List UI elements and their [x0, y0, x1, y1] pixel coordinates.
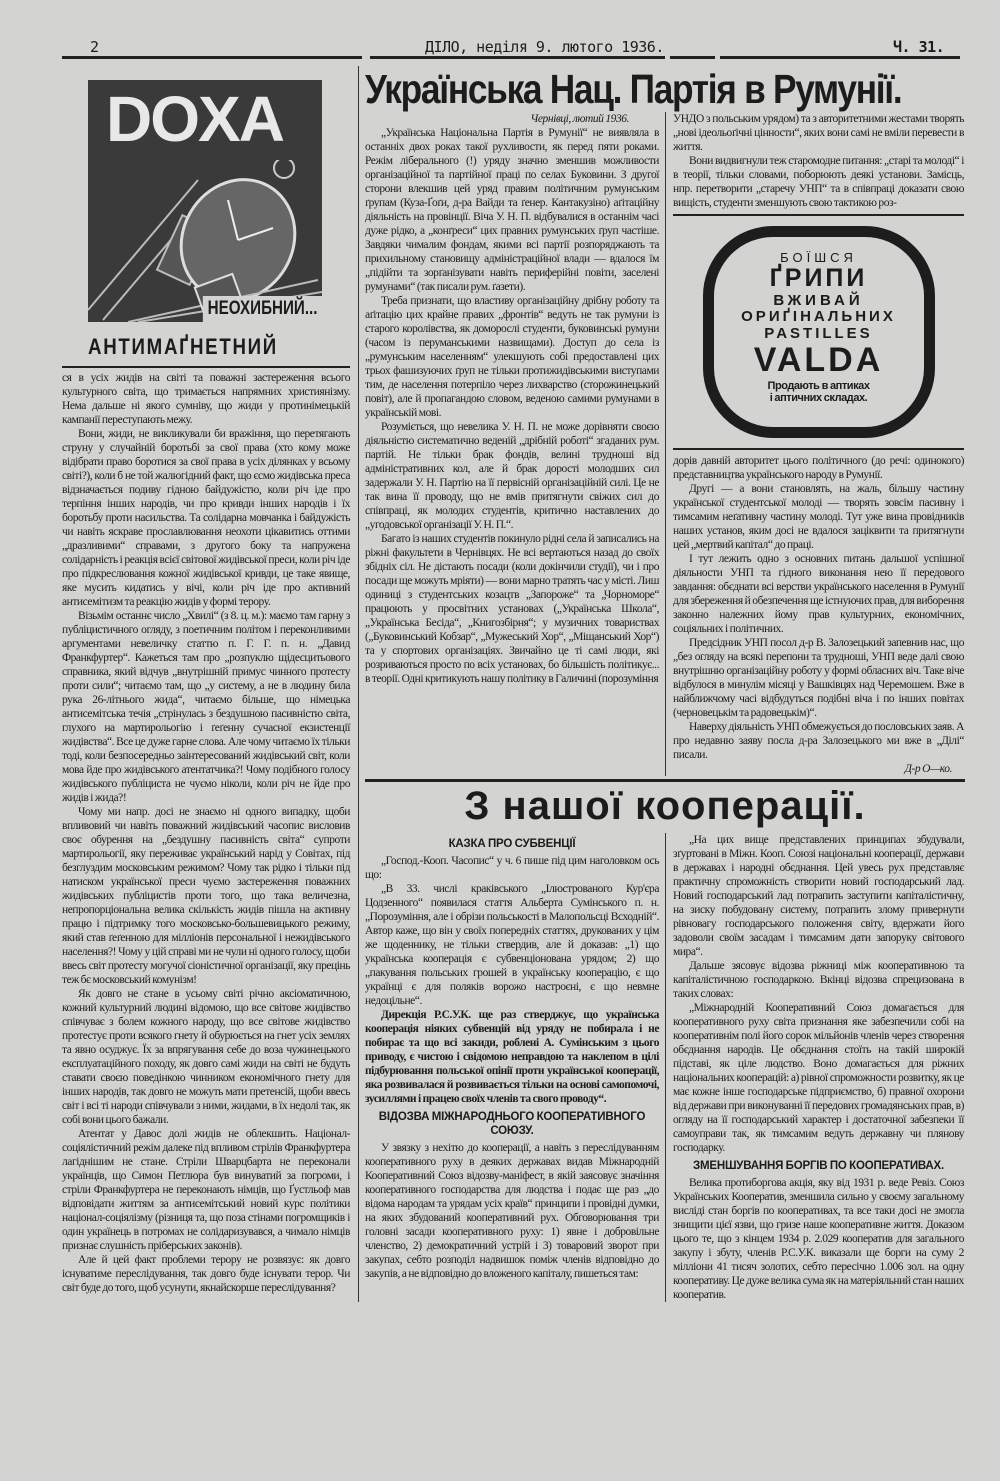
- left-column-article: [62, 371, 350, 1295]
- ad-text: і аптичних складах.: [769, 391, 868, 404]
- paragraph: І тут лежить одно з основних питань дальшої успішної діяльности УНП та гідного виконання нею її передового завдання: обєднати всі верстви українського населення в Румунії для збереження й обезпечення ще істнуючих прав, для виборення законно належних йому прав культурних, економічних, соціяльних і політичних.: [673, 553, 964, 635]
- subheading: ЗМЕНШУВАННЯ БОРГІВ ПО КООПЕРАТИВАХ.: [692, 1160, 944, 1172]
- article-title: Українська Нац. Партія в Румунії.: [365, 66, 902, 112]
- ad-text: ҐРИПИ: [769, 264, 868, 293]
- right-area: [358, 66, 965, 1302]
- paragraph: УНДО з польським урядом) та з авторитетними жестами творять „нові ідеольоґічні цінности“, яких вони самі не вміли перевести в життя.: [673, 113, 964, 153]
- header-rule: [370, 56, 665, 59]
- paragraph: Велика протиборгова акція, яку від 1931 р. веде Ревіз. Союз Українських Кооператив, зменшила сильно у своєму загальному висліді стан боргів по кооперативах, та все таки досі не змогла знищити цієї язви, що гризе наше кооперативне життя. Доказом цього те, що з кінцем 1934 р. 2.029 кооператив для загального закупу і збуту, членів Р.С.У.К. виказали ще борги на суму 2 мілліони 41 тисяч золотих, себто пересічно 1.006 зол. на одну кооперативу. Це дуже велика сума як на матеріяльний стан наших кооператив.: [673, 1177, 964, 1301]
- ad-text: ОРИҐІНАЛЬНИХ: [741, 308, 896, 326]
- paragraph: „Українська Національна Партія в Румунії“ не виявляла в останніх двох роках такої рухливости, як перед пяти роками. Режім ліберального (!) уряду значно зменшив можливости організаційної та партійної праці по селах Буковини. З другої сторони влекшив цей уряд правим політичним румунським ґрупам (Куза-Ґоґи, д-ра Вайди та ґенер. Кантакузіно) аґітаційну діяльність на провінції. Віча У. Н. П. відбувалися в останнім часі дуже рідко, а „конґреси“ цих правних румунських ґруп частіше. Завдяки чималим фондам, якими всі партії розпоряджають та прихильному становищу адміністраційної влади — вдалося їм „підійти та зорґанізувати навіть периферійні повіти, заселені румунами“ (так писали рум. ґазети).: [365, 127, 659, 293]
- ad-text: БОЇШСЯ: [780, 250, 857, 265]
- doxa-tagline-antimagnetic: АНТИМАҐНЕТНИЙ: [88, 322, 335, 364]
- paragraph: Багато із наших студентів покинуло рідні села й записались на ріжні факультети в Чернівцях. Не всі вертаються назад до своїх збідніх сіл. Не дістають посади (коли докінчили студії), чи і про посади ще можуть мріяти) — вони марно тратять час у місті. Лиш одиниці з студентських козацтв „Запороже“ та „Чорноморе“ працюють у просвітних установах („Українська Школа“, „Українська Бесіда“, „Книгозбірня“; у музичних товариствах („Буковинський Кобзар“, „Мужеський Хор“, „Міщанський Хор“) та у спортових організаціях. Звичайно це ті самі люди, які розриваються просто по всіх установах, бо більшість політикує... в теорії. Одні критикують нашу політику в Галичині (порозуміння: [365, 533, 659, 685]
- paragraph: У звязку з нехітю до кооперації, а навіть з переслідуванням кооперативного руху в деяких державах видав Міжнародній Кооперативний Союз відозву-маніфест, в якій заясовує значіння кооперативного господарства для людства і подає ще раз „до відома народам та урядам усіх країв“ принципи і провідні думки, на яких збудований кооперативний рух. Обговорювання три головні засади кооперативного руху: 1) явне і добровільне членство, 2) демократичний устрій і 3) товаровий зворот при закупах, себто розподіл надвишок поміж членів відповідно до закупів, а не відповідно до вложеного капіталу, пишеться там:: [365, 1142, 659, 1280]
- section-rule: [365, 779, 965, 782]
- doxa-advertisement: [88, 80, 322, 322]
- paragraph: Другі — а вони становлять, на жаль, більшу частину української студентської молоді — творять зовсім пасивну і тимсамим неґативну частину молоді. Тут уже вина провідників наших установ, яким досі не вдалося заціквити та притягнути цей „мертвий капітал“ до праці.: [673, 483, 964, 551]
- paragraph: Як довго не стане в усьому світі річно аксіоматичною, кожний культурний людині відомою, що все світове жидівство співчуває з болем кожного народу, що все світове жидівство протестує проти всякого гнету й обурюється на гнет усіх землях та явно осуджує. Їх за впрягування себе до воза чужинецького експлуатаційного походу, як довго самі жиди на світі не будуть ставати своєю поведінкою чинником економічного гнету для інших народів, так довго не можуть мати претенсій, щоби ввесь світ і всі ті народи співчували з ними, жидами, в їх недолі так, як собі вони цього бажали.: [62, 988, 350, 1126]
- cooperation-column-2: [665, 833, 964, 1302]
- paragraph: Вони, жиди, не викликували би вражіння, що перетягають струну у случайній боротьбі за свої права (хто кому може відібрати право боротися за свої права в усіх ділянках у всьому світі?), коли б не той жалюгідний факт, що єсмо жидівська преса відзначається подиву гідною байдужістю, коли річ іде про терпіння інших народів, чи про кривди інших народів і їх боротьбу проти насильства. Та солідарна мовчанка і байдужість чи навіть яскраве прославлювання неохоти цікавитись оттими „дразливими“ справами, з другого боку та напружена солідарність і реакція всієї світової жидівської преси, коли річ іде про підкреслювання кожної жидівської кривди, це таке явище, яке мусить кидатись у вічі, коли річ іде про активний антисемітизм та реакцію жидів у формі терору.: [62, 428, 350, 608]
- paragraph: Треба признати, що властиву організаційну дрібну роботу та аґітацію цих крайне правих „фронтів“ ведуть не так румуни із старого королівства, як доморослі студенти, буковинські румуни (часом із перуманськими назвищами). Доступ до села із „румунським населенням“ улекшують собі предоставлені цих трьох фашизуючих ґруп не тільки протижидівськими виступами тим, де населення потерпіло через лихварство (сторожинецький повіт), але й пропагандою словом, веденою самими румунами в українській мові.: [365, 295, 659, 419]
- dateline: Чернівці, лютий 1936.: [530, 113, 629, 125]
- paragraph: „В 33. числі краківського „Ілюстрованого Кур'єра Цодзенного“ появилася стаття Альберта Сумінського п. н. „Порозуміння, але і обрізи польськості в Малопольсці Всходній“. Автор каже, що він у своїх попередніх статтях, друкованих у цім же щоденнику, не тільки ствердив, але й доказав: „1) що українська кооперація є субвенціонована урядом; 2) що „пакування польських грошей в українську кооперацію, є що українці є для поляків ворожо настроєні, є що невмне недоцільне“.: [365, 883, 659, 1007]
- doxa-tagline: НЕОХИБНИЙ...: [203, 296, 322, 322]
- paragraph: Вони видвигнули теж старомодне питання: „старі та молоді“ і в теорії, тільки словами, поборюють деякі установи. Замісць, нпр. перетворити „старечу УНП“ та в співпраці доказати свою вищість, студенти зменшують свою тактикою роз-: [673, 155, 964, 209]
- paragraph: „На цих вище представлених принципах збудували, зґуртовані в Міжн. Кооп. Союзі національні кооперації, держави в державах і народні обєднання. Цей увесь рух представляє практичну спроможність створити новий господарський лад. Новий господарський лад потрапить заступити капіталістичну, на зиску побудовану систему, потрапить злому привернути рівновагу господарського положення світу, вдержати його задоволи своїм засадам і тимсамим дати запоруку світового мира“.: [673, 834, 964, 958]
- section-title: З нашої кооперації.: [464, 784, 866, 828]
- paragraph: „Господ.-Кооп. Часопис“ у ч. 6 пише під цим наголовком ось що:: [365, 855, 659, 881]
- ad-text: ВЖИВАЙ: [773, 291, 864, 309]
- paragraph: ся в усіх жидів на світі та поважні застереження всього культурного світа, що тримається напрямних християнізму. Нема дальше ні якого сумніву, що жиди у протинімецькій кампанії переступають межу.: [62, 372, 350, 426]
- paragraph: Розуміється, що невелика У. Н. П. не може дорівняти своєю діяльністю систематично веденій „дрібній роботі“ згаданих рум. партій. Не тільки брак фондів, велині трудноші від адміністративних кол, але й брак дорості молодших сил задержали У. Н. Партію на її первісній організаційній силі. Це не так вина її проводу, що не вмів притягнути свіжих сил до співпраці, як молодих студентів, критично наставлених до „угодовської організації У. Н. П.“.: [365, 421, 659, 531]
- left-column: [62, 66, 350, 1302]
- section-rule: [673, 448, 964, 450]
- ad-text: PASTILLES: [764, 324, 873, 342]
- paragraph: Але й цей факт проблеми терору не розвязує: як довго існуватиме переслідування, так довго буде існувати терор. Чи світ буде до того, щоб усунути, якнайскорше переслідування?: [62, 1254, 350, 1294]
- article-column-2: [665, 112, 964, 776]
- article-column-1: [365, 112, 665, 776]
- paragraph: Чому ми напр. досі не знаємо ні одного випадку, щоби впливовий чи навіть поважний жидівський часопис висловив своє обурення на „бездушну пасивність світа“ супроти мартирольогії, яку переживає український нарід у Совітах, під безглуздим московським режимом? Чому так рідко і тільки під натиском української преси чуємо застереження поважних жидівських публіцистів проти того, що така величезна, непропорціональна велика скількість жидів пішла на активну працю і підтримку того московсько-большевицького режиму, який став ґеґенною для мілліонів персональної і нежидівського населення?! Чому у цій справі ми не чули ні одного голосу, щоби ввесь світ протесту могучої сіоністичної організації, яку прецінь теж бє московський комунізм!: [62, 806, 350, 986]
- header-rule: [62, 56, 362, 59]
- header-rule: [720, 56, 960, 59]
- issue-number: Ч. 31.: [893, 38, 945, 56]
- paragraph: Візьмім останнє число „Хвилі“ (з 8. ц. м.): маємо там гарну з публіцистичного огляду, з поетичним політом і переконливими аргументами невеличку статтю п. Г. Г. п. н. „Давид Франкфуртер“. Кажеться там про „розпуклю щідесцитьового справника, який відчув „внутрішній примус чинного протесту проти сили“; читаємо там, що „у систему, а не в людину била рука 26-літнього жида“, читаємо більше, що німецька антисемітська течія „стрінулась з бездушною пасивністю світа, глухого на мартирольогію і ґеґенну сучасної екзистенції жидівства“. Все це дуже гарне слова. Але чому читаємо їх тільки тоді, коли безпосередньо заінтересований жидівський світ, коли мова йде про жидівського атентатчика?! Чому подібного голосу жидівського публіциста не чуємо ніколи, коли річ не йде про жидів і жида?!: [62, 610, 350, 804]
- page-number: 2: [90, 38, 99, 56]
- paragraph: Наверху діяльність УНП обмежується до пословських заяв. А про недавню заяву посла д-ра Залозецького ми вже в „Ділі“ писали.: [673, 721, 964, 761]
- paragraph: дорів давній авторитет цього політичного (до речі: одинокого) представництва українського народу в Румунії.: [673, 455, 964, 481]
- header-rule: [670, 56, 715, 59]
- paragraph: Дирекція Р.С.У.К. ще раз стверджує, що українська кооперація ніяких субвенцій від уряду не побирала і не побирає та що всі закиди, роблені А. Сумінським з цього приводу, є чистою і свідомою неправдою та наклепом в цілі підбурювання польської опінії проти української кооперації, яка розвивалася й розвивається тільки на основі самопомочі, зусиллями і працею своїх членів та свого проводу“.: [365, 1009, 659, 1105]
- page-body: [62, 66, 964, 1302]
- paragraph: Предсідник УНП посол д-р В. Залозецький запевнив нас, що „без огляду на всякі перепони та трудноші, УНП веде далі свою внутрішню організаційну роботу у формі обласних віч. Таке віче відбулося в минулім місяці у Вашківцях над Черемошем. Вже в найближчому часі відбудуться подібні віча і по інших повітах (черновецькім та радовецькім)“.: [673, 637, 964, 719]
- paragraph: Дальше зясовує відозва ріжниці між кооперативною та капіталістичною господаркою. Вкінці відозва спрецизована в таких словах:: [673, 960, 964, 1000]
- section-rule: [673, 214, 964, 216]
- section-rule: [62, 366, 350, 368]
- article-columns: [365, 112, 965, 776]
- valda-logo: VALDA: [753, 341, 884, 380]
- valda-advertisement: [703, 226, 935, 438]
- doxa-logo: DOXA: [106, 83, 283, 155]
- paragraph: Атентат у Давос долі жидів не облекшить. Націонал-соціялістичний режім далеке під впливом стрілів Франкфуртера лагіднішим не стане. Стріли Шварцбарта не переконали українців, що Симон Петлюра був винуватий за погроми, і стріли Франкфуртера не переконають німців, що Ґустльоф мав відповідати життям за антисемітський новий курс політики націонал-соціялізму (різниця та, що поза стінами погромщиків і один українець в потромах не солідаризувався, а чимало німців признає слушність пріберських законів).: [62, 1128, 350, 1252]
- cooperation-columns: [365, 833, 965, 1302]
- subheading: КАЗКА ПРО СУБВЕНЦІЇ: [448, 838, 576, 850]
- signature: Д-р О—ко.: [904, 763, 952, 775]
- ad-text: Продають в аптиках: [767, 379, 870, 392]
- cooperation-column-1: [365, 833, 665, 1302]
- subheading: ВІДОЗВА МІЖНАРОДНЬОГО КООПЕРАТИВНОГО СОЮЗУ.: [378, 1111, 646, 1137]
- paragraph: „Міжнародній Кооперативний Союз домагається для кооперативного руху світа признання яке забезпечили собі на кооперативнім полі його сорок мільйонів членів через створення обєднання народів. Це обєднання стоїть на такій широкій підставі, як ціле людство. Воно домагається для ріжних національних кооперацій: а) рівної спроможности розвитку, як це має кожне інше господарське підприємство, б) правної охорони від держави при виконуванні її передових громадянських прав, в) огляду на її господарський характер і достаточної забезпеки її самоуправи так, як тимсамим ведуть державну чи плянову господарку.: [673, 1002, 964, 1154]
- masthead: ДІЛО, неділя 9. лютого 1936.: [425, 38, 664, 56]
